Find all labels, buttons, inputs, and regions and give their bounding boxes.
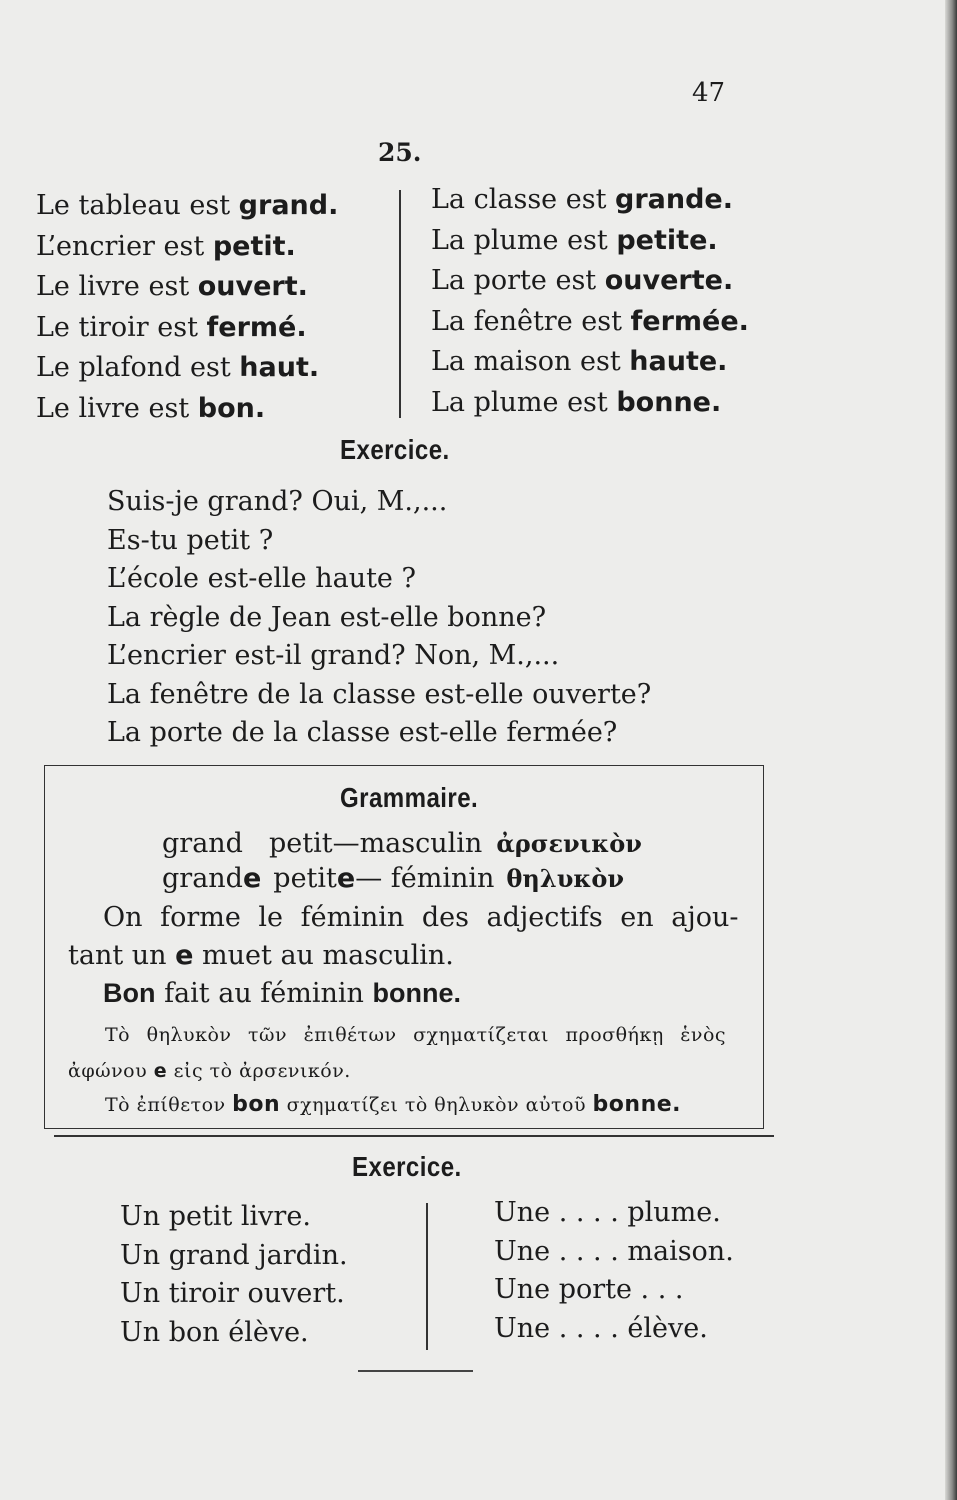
- word-grand-stem: grand: [162, 863, 243, 894]
- greek-text: Τὸ ἐπίθετον: [105, 1094, 233, 1116]
- adjective: bonne.: [616, 386, 722, 418]
- phrase-line: Une . . . . maison.: [494, 1235, 734, 1267]
- question-line: La porte de la classe est-elle fermée?: [107, 717, 618, 748]
- phrase-line: Un tiroir ouvert.: [120, 1278, 345, 1309]
- page-number: 47: [692, 78, 726, 108]
- sentence-text: La classe est: [431, 184, 616, 215]
- lesson-number: 25.: [378, 138, 422, 167]
- label-feminin: — féminin: [355, 863, 495, 894]
- column-divider: [426, 1203, 428, 1350]
- greek-rule-line-2: [68, 1060, 351, 1082]
- adjective: petite.: [616, 224, 718, 256]
- greek-feminine-term: θηλυκὸν: [506, 864, 625, 893]
- sentence-text: La porte est: [431, 265, 605, 296]
- grammar-box-shadow-rule: [54, 1135, 774, 1137]
- letter-e: e: [153, 1060, 168, 1082]
- greek-text: ἀφώνου: [68, 1060, 154, 1082]
- feminine-ending: e: [336, 863, 356, 894]
- rule-text: tant un: [68, 940, 176, 971]
- adjective: fermée.: [630, 305, 749, 337]
- sentence-line: [431, 261, 749, 302]
- adjective: grand.: [238, 190, 339, 221]
- sentence-text: La fenêtre est: [431, 305, 631, 337]
- exercise-2-masculine-phrases: [120, 1198, 348, 1352]
- adjective: haut.: [239, 352, 320, 383]
- rule-text: fait au féminin: [155, 978, 373, 1009]
- sentence-text: Le livre est: [36, 271, 198, 302]
- grammar-masculine-row: [162, 828, 642, 859]
- sentence-text: La plume est: [431, 224, 617, 256]
- question-line: L’encrier est-il grand? Non, M.,...: [107, 640, 560, 671]
- adjective: ouverte.: [604, 265, 734, 296]
- adjective: bon.: [197, 392, 266, 424]
- exercise-2-feminine-phrases: [494, 1194, 734, 1348]
- sentence-line: [36, 186, 338, 227]
- phrase-line: Un grand jardin.: [120, 1239, 348, 1271]
- page-edge-shadow: [945, 0, 957, 1500]
- exercise-2-title: Exercice.: [352, 1151, 462, 1182]
- phrase-line: Une . . . . plume.: [494, 1197, 721, 1228]
- adjective: petit.: [212, 230, 296, 262]
- sentence-line: [431, 342, 749, 383]
- phrase-line: Une . . . . élève.: [494, 1312, 708, 1344]
- sentence-text: Le tiroir est: [36, 311, 207, 343]
- rule-text: muet au masculin.: [193, 940, 454, 971]
- grammar-feminine-row: [162, 863, 624, 894]
- column-divider: [399, 190, 401, 418]
- bottom-rule: [358, 1370, 473, 1372]
- greek-rule-line-1: Τὸ θηλυκὸν τῶν ἐπιθέτων σχηματίζεται προσθήκῃ ἑνὸς: [105, 1024, 727, 1046]
- question-line: L’école est-elle haute ?: [107, 563, 416, 594]
- question-line: La règle de Jean est-elle bonne?: [107, 601, 547, 633]
- phrase-line: Un petit livre.: [120, 1201, 311, 1232]
- grammar-title: Grammaire.: [340, 782, 479, 813]
- label-masculin: —masculin: [332, 828, 483, 859]
- exercise-1-questions: [107, 483, 651, 753]
- greek-text: εἰς τὸ ἀρσενικόν.: [167, 1060, 351, 1082]
- sentence-text: Le livre est: [36, 392, 198, 424]
- word-petit-stem: petit: [273, 863, 337, 894]
- letter-e: e: [175, 940, 194, 971]
- sentence-text: La plume est: [431, 386, 617, 418]
- word-bon: bon: [232, 1092, 281, 1117]
- feminine-ending: e: [242, 863, 262, 894]
- word-grand: grand: [162, 828, 243, 859]
- masculine-sentences: [36, 186, 338, 429]
- adjective: ouvert.: [197, 271, 308, 302]
- grammar-bon-line: [103, 978, 461, 1009]
- word-petit: petit: [268, 828, 333, 859]
- sentence-text: La maison est: [431, 346, 630, 377]
- word-bonne: bonne.: [372, 978, 461, 1008]
- feminine-sentences: [431, 180, 749, 423]
- grammar-rule-line-1: On forme le féminin des adjectifs en ajou-: [103, 902, 739, 933]
- question-line: Es-tu petit ?: [107, 524, 274, 556]
- sentence-line: [431, 383, 749, 424]
- greek-text: σχηματίζει τὸ θηλυκὸν αὐτοῦ: [280, 1094, 593, 1116]
- sentence-line: [36, 308, 338, 349]
- exercise-1-title: Exercice.: [340, 434, 450, 465]
- greek-rule-line-3: [105, 1092, 681, 1117]
- sentence-line: [431, 302, 749, 343]
- sentence-line: [36, 389, 338, 430]
- sentence-line: [431, 180, 749, 221]
- question-line: La fenêtre de la classe est-elle ouverte?: [107, 678, 652, 710]
- sentence-text: Le plafond est: [36, 352, 240, 383]
- sentence-line: [36, 267, 338, 308]
- sentence-text: L’encrier est: [36, 230, 213, 262]
- sentence-text: Le tableau est: [36, 190, 239, 221]
- question-line: Suis-je grand? Oui, M.,...: [107, 486, 448, 517]
- adjective: fermé.: [206, 311, 307, 343]
- word-bonne: bonne.: [592, 1092, 682, 1117]
- adjective: haute.: [629, 346, 728, 377]
- phrase-line: Une porte . . .: [494, 1274, 684, 1305]
- sentence-line: [36, 348, 338, 389]
- grammar-rule-line-2: [68, 940, 454, 971]
- adjective: grande.: [615, 184, 733, 215]
- phrase-line: Un bon élève.: [120, 1316, 309, 1348]
- sentence-line: [36, 227, 338, 268]
- word-bon: Bon: [103, 978, 156, 1008]
- greek-masculine-term: ἀρσενικὸν: [496, 829, 642, 858]
- sentence-line: [431, 221, 749, 262]
